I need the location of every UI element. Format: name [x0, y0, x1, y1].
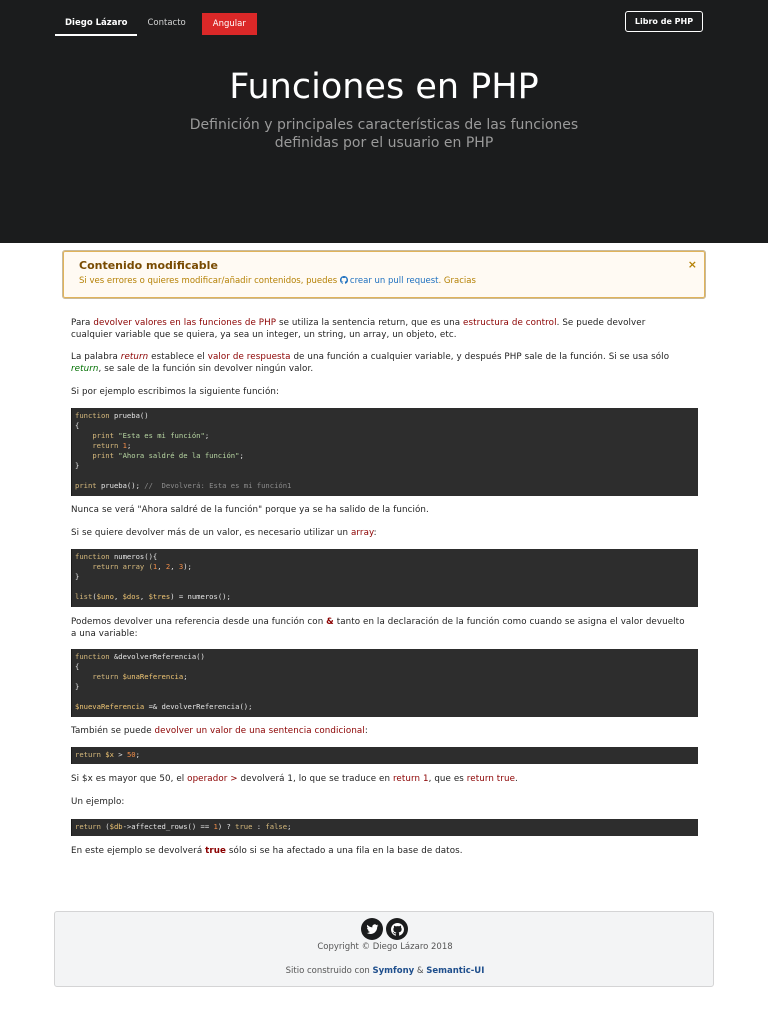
text: : — [373, 528, 377, 538]
text: de una función a cualquier variable, y después PHP sale de la función. Si se usa sólo — [290, 352, 670, 362]
top-nav — [55, 10, 257, 36]
text: La palabra — [71, 352, 121, 362]
text: : — [364, 726, 368, 736]
text: . — [515, 774, 518, 784]
keyword-return: return — [71, 364, 99, 374]
nav-contact[interactable]: Contacto — [147, 18, 186, 28]
link-conditional[interactable]: devolver un valor de una sentencia condicional — [154, 726, 365, 736]
text: Para — [71, 318, 94, 328]
keyword-return-1: return 1 — [392, 774, 429, 784]
page-title: Funciones en PHP — [229, 67, 539, 107]
page-subtitle: Definición y principales características de las funciones definidas por el usuario en PHP — [189, 117, 579, 151]
text: se utiliza la sentencia return, que es una — [276, 318, 464, 328]
text: También se puede — [71, 726, 155, 736]
text: Si $x es mayor que 50, el — [71, 774, 188, 784]
text: devolverá 1, lo que se traduce en — [237, 774, 393, 784]
paragraph-8 — [71, 773, 698, 785]
code-block-1: function prueba() { print "Esta es mi función"; return 1; print "Ahora saldré de la función"; } print prueba(); // Devolverá: Esta es mi función1 — [71, 408, 698, 496]
text: . Se puede devolver — [556, 318, 646, 328]
pull-request-link[interactable] — [340, 276, 439, 286]
github-icon[interactable] — [386, 918, 408, 940]
paragraph-7 — [71, 725, 698, 737]
ampersand: & — [326, 617, 334, 627]
text: a una variable: — [71, 629, 138, 639]
pull-request-link-label: crear un pull request — [349, 276, 439, 286]
code-block-2: function numeros(){ return array (1, 2, 3); } list($uno, $dos, $tres) = numeros(); — [71, 549, 698, 607]
keyword-true: true — [205, 846, 227, 856]
text: Sitio construido con — [285, 966, 373, 976]
site-footer — [54, 911, 714, 987]
paragraph-4: Nunca se verá "Ahora saldré de la función" porque ya se ha salido de la función. — [71, 505, 429, 515]
symfony-link[interactable]: Symfony — [372, 966, 415, 976]
paragraph-5 — [71, 527, 698, 539]
notice-title: Contenido modificable — [79, 259, 218, 272]
paragraph-10 — [71, 845, 698, 857]
text: cualquier variable que se quiera, ya sea un integer, un string, un array, un objeto, etc. — [71, 330, 457, 340]
semantic-ui-link[interactable]: Semantic-UI — [426, 966, 485, 976]
nav-angular[interactable]: Angular — [202, 13, 257, 35]
text: & — [414, 966, 427, 976]
code-block-3: function &devolverReferencia() { return $unaReferencia; } $nuevaReferencia =& devolverReferencia(); — [71, 649, 698, 717]
editable-notice — [62, 250, 706, 299]
hero-header — [0, 0, 768, 243]
text: tanto en la declaración de la función como cuando se asigna el valor devuelto — [333, 617, 685, 627]
text: sólo si se ha afectado a una fila en la base de datos. — [226, 846, 463, 856]
paragraph-9: Un ejemplo: — [71, 797, 125, 807]
text: Podemos devolver una referencia desde una función con — [71, 617, 327, 627]
code-block-5: return ($db->affected_rows() == 1) ? true : false; — [71, 819, 698, 836]
link-control-structure[interactable]: estructura de control — [463, 318, 557, 328]
code-block-4: return $x > 50; — [71, 747, 698, 764]
github-icon — [340, 276, 348, 284]
text: En este ejemplo se devolverá — [71, 846, 206, 856]
text: , que es — [428, 774, 467, 784]
keyword-return: return — [120, 352, 149, 362]
paragraph-6 — [71, 616, 698, 640]
link-return-values[interactable]: devolver valores en las funciones de PHP — [93, 318, 277, 328]
built-with-text — [55, 966, 715, 976]
paragraph-2 — [71, 351, 698, 375]
social-links — [361, 918, 408, 940]
notice-text — [79, 276, 476, 286]
paragraph-1 — [71, 317, 698, 341]
close-icon[interactable]: × — [687, 258, 697, 271]
text: Si se quiere devolver más de un valor, es necesario utilizar un — [71, 528, 351, 538]
notice-text-before: Si ves errores o quieres modificar/añadir contenidos, puedes — [79, 276, 340, 286]
text: , se sale de la función sin devolver ningún valor. — [98, 364, 314, 374]
link-response-value[interactable]: valor de respuesta — [207, 352, 291, 362]
keyword-return-true: return true — [466, 774, 516, 784]
link-array[interactable]: array — [350, 528, 374, 538]
book-button[interactable]: Libro de PHP — [625, 11, 703, 32]
paragraph-3: Si por ejemplo escribimos la siguiente función: — [71, 387, 279, 397]
notice-text-after: . Gracias — [438, 276, 476, 286]
copyright-text: Copyright © Diego Lázaro 2018 — [317, 942, 453, 952]
twitter-icon[interactable] — [361, 918, 383, 940]
nav-home[interactable]: Diego Lázaro — [55, 10, 137, 36]
link-operator[interactable]: operador > — [187, 774, 238, 784]
text: establece el — [148, 352, 208, 362]
